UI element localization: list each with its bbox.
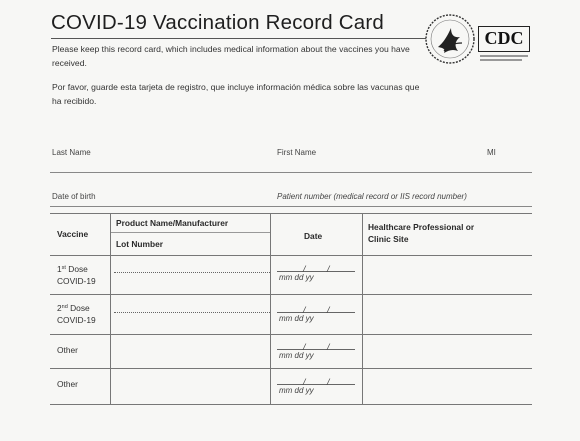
other-label: Other bbox=[57, 345, 78, 355]
date-slash: / bbox=[303, 264, 306, 274]
cdc-logo-subtext-line bbox=[480, 59, 522, 61]
row-label-dose2 bbox=[57, 301, 96, 326]
dose-ordinal-suffix: nd bbox=[61, 304, 68, 310]
name-line bbox=[50, 172, 532, 173]
date-format-hint: mm dd yy bbox=[279, 386, 314, 395]
dose-word: Dose bbox=[65, 264, 88, 274]
clinic-site-header: Clinic Site bbox=[368, 234, 409, 244]
row-label-other bbox=[57, 378, 78, 390]
column-divider bbox=[110, 213, 111, 404]
dose-word: Dose bbox=[67, 303, 90, 313]
date-line bbox=[277, 271, 355, 272]
date-slash: / bbox=[327, 264, 330, 274]
date-slash: / bbox=[303, 377, 306, 387]
product-lot-divider bbox=[110, 232, 270, 233]
date-line bbox=[277, 349, 355, 350]
lot-number-header: Lot Number bbox=[116, 239, 163, 249]
date-slash: / bbox=[327, 305, 330, 315]
date-column-header: Date bbox=[304, 231, 323, 241]
first-name-label: First Name bbox=[277, 148, 317, 157]
patient-number-label: Patient number (medical record or IIS record number) bbox=[277, 192, 467, 201]
last-name-label: Last Name bbox=[52, 148, 91, 157]
date-of-birth-label: Date of birth bbox=[52, 192, 96, 201]
healthcare-professional-header: Healthcare Professional or bbox=[368, 222, 475, 232]
row-label-other bbox=[57, 344, 78, 356]
row-divider bbox=[50, 255, 532, 256]
date-entry-other[interactable] bbox=[277, 376, 357, 398]
dose-number: 1 bbox=[57, 264, 62, 274]
date-slash: / bbox=[327, 377, 330, 387]
row-label-dose1 bbox=[57, 262, 96, 287]
date-slash: / bbox=[303, 305, 306, 315]
other-label: Other bbox=[57, 379, 78, 389]
dose-ordinal-suffix: st bbox=[61, 265, 66, 271]
row-divider bbox=[50, 294, 532, 295]
date-entry-other[interactable] bbox=[277, 341, 357, 363]
date-format-hint: mm dd yy bbox=[279, 351, 314, 360]
date-slash: / bbox=[303, 342, 306, 352]
date-format-hint: mm dd yy bbox=[279, 314, 314, 323]
date-format-hint: mm dd yy bbox=[279, 273, 314, 282]
title-divider bbox=[51, 38, 426, 39]
column-divider bbox=[270, 213, 271, 404]
product-entry-line[interactable] bbox=[114, 312, 270, 313]
product-column-header: Product Name/Manufacturer bbox=[116, 218, 229, 228]
dose-number: 2 bbox=[57, 303, 62, 313]
hhs-eagle-seal-icon bbox=[424, 13, 476, 65]
date-slash: / bbox=[327, 342, 330, 352]
vaccine-column-header: Vaccine bbox=[57, 229, 89, 239]
cdc-logo-subtext-line bbox=[480, 55, 528, 57]
table-border-bottom bbox=[50, 404, 532, 405]
table-border-top bbox=[50, 213, 532, 214]
intro-spanish: Por favor, guarde esta tarjeta de registro, que incluye información médica sobre las vacunas que ha recibido. bbox=[52, 82, 420, 106]
row-divider bbox=[50, 334, 532, 335]
date-entry-dose2[interactable] bbox=[277, 304, 357, 326]
date-line bbox=[277, 384, 355, 385]
vaccine-name: COVID-19 bbox=[57, 276, 96, 286]
dob-line bbox=[50, 206, 532, 207]
intro-english: Please keep this record card, which includes medical information about the vaccines you have received. bbox=[52, 44, 410, 68]
product-entry-line[interactable] bbox=[114, 272, 270, 273]
middle-initial-label: MI bbox=[487, 148, 496, 157]
date-line bbox=[277, 312, 355, 313]
column-divider bbox=[362, 213, 363, 404]
card-title: COVID-19 Vaccination Record Card bbox=[51, 11, 385, 34]
cdc-logo bbox=[478, 26, 532, 62]
cdc-logo-text: CDC bbox=[478, 26, 530, 52]
row-divider bbox=[50, 368, 532, 369]
vaccine-name: COVID-19 bbox=[57, 315, 96, 325]
date-entry-dose1[interactable] bbox=[277, 263, 357, 285]
